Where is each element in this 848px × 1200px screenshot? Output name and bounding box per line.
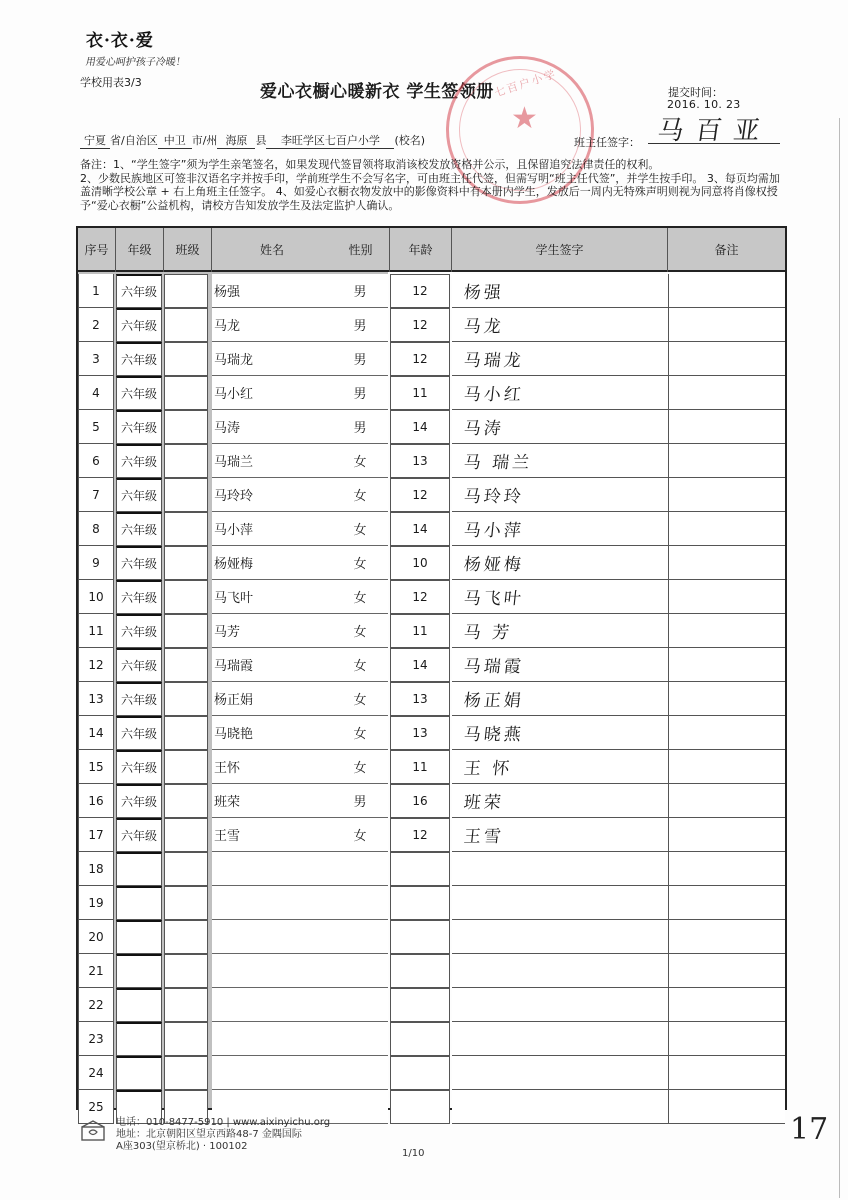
row-number: 1 xyxy=(78,274,114,308)
grade-cell xyxy=(116,852,162,886)
name-cell: 班荣 xyxy=(212,784,332,818)
remark-cell[interactable] xyxy=(668,274,785,308)
age-cell: 11 xyxy=(390,376,450,410)
sex-cell: 女 xyxy=(332,648,388,682)
table-row xyxy=(78,410,785,444)
signature-cell[interactable] xyxy=(452,1056,668,1090)
school-info-line xyxy=(80,132,425,149)
table-row xyxy=(78,716,785,750)
name-cell xyxy=(212,920,332,954)
name-cell: 马晓艳 xyxy=(212,716,332,750)
age-cell: 11 xyxy=(390,750,450,784)
signature-cell[interactable] xyxy=(452,614,668,648)
logo-text: 衣·衣·爱 xyxy=(86,31,154,51)
province-field: 宁夏 xyxy=(80,132,110,149)
age-cell xyxy=(390,1022,450,1056)
age-cell: 12 xyxy=(390,580,450,614)
row-number: 17 xyxy=(78,818,114,852)
teacher-signature-field[interactable] xyxy=(648,110,780,144)
name-cell xyxy=(212,988,332,1022)
signature-cell[interactable] xyxy=(452,410,668,444)
age-cell: 12 xyxy=(390,308,450,342)
signature-cell[interactable] xyxy=(452,444,668,478)
footer-address: 地址：北京朝阳区望京西路48-7 金隅国际 xyxy=(116,1129,302,1140)
student-signature: 王雪 xyxy=(462,827,505,847)
grade-cell: 六年级 xyxy=(116,784,162,818)
table-header xyxy=(78,228,785,272)
school-field: 李旺学区七百户小学 xyxy=(266,132,394,149)
note-line: 2、少数民族地区可签非汉语名字并按手印，学前班学生不会写名字，可由班主任代签，但需写明“班主任代签”，并学生按手印。 3、每页均需加盖清晰学校公章 + 右上角班主任签字。 4、如爱心衣橱衣物发放中的影像资料中有本册内学生，发放后一周内无特殊声明则视为同意将肖像权授予“爱心衣橱”公益机构，请校方告知发放学生及法定监护人确认。 xyxy=(80,171,780,212)
student-signature: 马瑞龙 xyxy=(462,351,525,371)
row-number: 5 xyxy=(78,410,114,444)
grade-cell: 六年级 xyxy=(116,648,162,682)
sex-cell: 女 xyxy=(332,614,388,648)
age-cell: 12 xyxy=(390,274,450,308)
table-row xyxy=(78,886,785,920)
grade-cell xyxy=(116,954,162,988)
row-number: 15 xyxy=(78,750,114,784)
header-sex: 性别 xyxy=(332,228,390,272)
remark-cell[interactable] xyxy=(668,512,785,546)
student-signature: 马 瑞兰 xyxy=(462,453,534,473)
row-number: 24 xyxy=(78,1056,114,1090)
class-cell xyxy=(164,614,208,648)
signature-cell[interactable] xyxy=(452,1090,668,1124)
header-class: 班级 xyxy=(164,228,212,272)
form-code: 学校用表3/3 xyxy=(80,76,142,89)
age-cell: 11 xyxy=(390,614,450,648)
row-number: 8 xyxy=(78,512,114,546)
sex-cell xyxy=(332,1022,388,1056)
gift-box-icon xyxy=(80,1119,106,1141)
sex-cell: 女 xyxy=(332,716,388,750)
row-number: 19 xyxy=(78,886,114,920)
name-cell xyxy=(212,954,332,988)
sex-cell xyxy=(332,1056,388,1090)
name-cell xyxy=(212,886,332,920)
grade-cell: 六年级 xyxy=(116,512,162,546)
remark-cell[interactable] xyxy=(668,410,785,444)
county-field: 海原 xyxy=(217,132,255,149)
class-cell xyxy=(164,444,208,478)
class-cell xyxy=(164,852,208,886)
class-cell xyxy=(164,954,208,988)
class-cell xyxy=(164,750,208,784)
grade-cell: 六年级 xyxy=(116,308,162,342)
class-cell xyxy=(164,546,208,580)
table-row xyxy=(78,818,785,852)
notes xyxy=(80,158,780,212)
age-cell xyxy=(390,954,450,988)
age-cell xyxy=(390,852,450,886)
signature-cell[interactable] xyxy=(452,342,668,376)
header-no: 序号 xyxy=(78,228,116,272)
row-number: 12 xyxy=(78,648,114,682)
seal-text: 七百户小学 xyxy=(492,67,559,100)
row-number: 2 xyxy=(78,308,114,342)
class-cell xyxy=(164,784,208,818)
class-cell xyxy=(164,376,208,410)
age-cell: 12 xyxy=(390,342,450,376)
table-row xyxy=(78,1056,785,1090)
row-number: 22 xyxy=(78,988,114,1022)
remark-cell[interactable] xyxy=(668,716,785,750)
age-cell: 13 xyxy=(390,444,450,478)
school-suffix: (校名) xyxy=(394,134,426,147)
table-row xyxy=(78,614,785,648)
remark-cell[interactable] xyxy=(668,546,785,580)
signature-cell[interactable] xyxy=(452,274,668,308)
grade-cell xyxy=(116,988,162,1022)
city-field: 中卫 xyxy=(158,132,192,149)
seal-star-icon: ★ xyxy=(511,101,538,136)
grade-cell: 六年级 xyxy=(116,410,162,444)
table-row xyxy=(78,954,785,988)
table-row xyxy=(78,648,785,682)
signature-cell[interactable] xyxy=(452,750,668,784)
grade-cell: 六年级 xyxy=(116,716,162,750)
grade-cell: 六年级 xyxy=(116,274,162,308)
signature-cell[interactable] xyxy=(452,1022,668,1056)
row-number: 20 xyxy=(78,920,114,954)
student-signature: 马涛 xyxy=(462,419,505,439)
signature-cell[interactable] xyxy=(452,512,668,546)
sex-cell: 男 xyxy=(332,410,388,444)
remark-cell[interactable] xyxy=(668,818,785,852)
signature-cell[interactable] xyxy=(452,716,668,750)
signature-cell[interactable] xyxy=(452,546,668,580)
grade-cell: 六年级 xyxy=(116,376,162,410)
age-cell xyxy=(390,920,450,954)
header-name: 姓名 xyxy=(259,243,284,257)
age-cell: 13 xyxy=(390,682,450,716)
signature-cell[interactable] xyxy=(452,682,668,716)
logo-slogan: 用爱心呵护孩子冷暖！ xyxy=(84,57,187,68)
signature-cell[interactable] xyxy=(452,886,668,920)
remark-cell[interactable] xyxy=(668,1090,785,1124)
name-cell: 马芳 xyxy=(212,614,332,648)
name-cell xyxy=(212,1056,332,1090)
sex-cell: 男 xyxy=(332,308,388,342)
teacher-signature: 马百亚 xyxy=(655,116,774,146)
age-cell: 14 xyxy=(390,648,450,682)
table-row xyxy=(78,512,785,546)
age-cell: 10 xyxy=(390,546,450,580)
teacher-signature-label: 班主任签字： xyxy=(574,136,640,149)
class-cell xyxy=(164,308,208,342)
table-row xyxy=(78,444,785,478)
row-number: 25 xyxy=(78,1090,114,1124)
sex-cell xyxy=(332,852,388,886)
age-cell xyxy=(390,988,450,1022)
page-edge xyxy=(839,118,840,1198)
class-cell xyxy=(164,478,208,512)
class-cell xyxy=(164,580,208,614)
student-signature: 杨娅梅 xyxy=(462,555,525,575)
sex-cell xyxy=(332,988,388,1022)
remark-cell[interactable] xyxy=(668,1022,785,1056)
age-cell: 16 xyxy=(390,784,450,818)
row-number: 16 xyxy=(78,784,114,818)
grade-cell: 六年级 xyxy=(116,818,162,852)
class-cell xyxy=(164,886,208,920)
header-remark: 备注 xyxy=(714,243,739,257)
student-signature: 马玲玲 xyxy=(462,487,525,507)
student-signature: 马龙 xyxy=(462,317,505,337)
row-number: 21 xyxy=(78,954,114,988)
class-cell xyxy=(164,818,208,852)
footer xyxy=(80,1117,330,1153)
row-number: 14 xyxy=(78,716,114,750)
sex-cell xyxy=(332,886,388,920)
student-signature: 杨强 xyxy=(462,283,505,303)
grade-cell xyxy=(116,1056,162,1090)
sex-cell xyxy=(332,1090,388,1124)
table-row xyxy=(78,920,785,954)
table-row xyxy=(78,376,785,410)
signature-cell[interactable] xyxy=(452,580,668,614)
class-cell xyxy=(164,988,208,1022)
name-cell: 马小红 xyxy=(212,376,332,410)
age-cell xyxy=(390,886,450,920)
age-cell: 12 xyxy=(390,818,450,852)
footer-phone: 电话：010-8477-5910 | www.aixinyichu.org xyxy=(116,1117,331,1128)
page-number: 1/10 xyxy=(402,1148,425,1159)
sex-cell: 女 xyxy=(332,580,388,614)
age-cell: 14 xyxy=(390,512,450,546)
student-signature: 班荣 xyxy=(462,793,505,813)
sex-cell: 女 xyxy=(332,478,388,512)
student-signature: 马小红 xyxy=(462,385,525,405)
table-row xyxy=(78,342,785,376)
student-signature: 马晓燕 xyxy=(462,725,525,745)
sex-cell xyxy=(332,954,388,988)
remark-cell[interactable] xyxy=(668,342,785,376)
remark-cell[interactable] xyxy=(668,920,785,954)
sex-cell: 男 xyxy=(332,274,388,308)
sex-cell: 女 xyxy=(332,444,388,478)
grade-cell: 六年级 xyxy=(116,478,162,512)
class-cell xyxy=(164,682,208,716)
grade-cell: 六年级 xyxy=(116,750,162,784)
student-signature: 马飞叶 xyxy=(462,589,525,609)
remark-cell[interactable] xyxy=(668,614,785,648)
name-cell: 马瑞龙 xyxy=(212,342,332,376)
row-number: 11 xyxy=(78,614,114,648)
city-suffix: 市/州 xyxy=(191,134,218,147)
row-number: 4 xyxy=(78,376,114,410)
name-cell: 马小萍 xyxy=(212,512,332,546)
row-number: 13 xyxy=(78,682,114,716)
remark-cell[interactable] xyxy=(668,1056,785,1090)
sex-cell: 女 xyxy=(332,682,388,716)
signature-cell[interactable] xyxy=(452,920,668,954)
signature-cell[interactable] xyxy=(452,954,668,988)
remark-cell[interactable] xyxy=(668,444,785,478)
student-signature: 马小萍 xyxy=(462,521,525,541)
class-cell xyxy=(164,648,208,682)
name-cell: 马瑞霞 xyxy=(212,648,332,682)
class-cell xyxy=(164,920,208,954)
student-signature: 马瑞霞 xyxy=(462,657,525,677)
sex-cell: 男 xyxy=(332,784,388,818)
student-signature: 王 怀 xyxy=(462,759,514,779)
table-row xyxy=(78,750,785,784)
class-cell xyxy=(164,512,208,546)
table-row xyxy=(78,682,785,716)
class-cell xyxy=(164,410,208,444)
signature-cell[interactable] xyxy=(452,308,668,342)
name-cell: 杨强 xyxy=(212,274,332,308)
sex-cell: 男 xyxy=(332,376,388,410)
name-cell: 马玲玲 xyxy=(212,478,332,512)
remark-cell[interactable] xyxy=(668,376,785,410)
remark-cell[interactable] xyxy=(668,308,785,342)
name-cell xyxy=(212,1022,332,1056)
name-cell: 王雪 xyxy=(212,818,332,852)
logo xyxy=(86,26,186,68)
remark-cell[interactable] xyxy=(668,648,785,682)
student-signature: 杨正娟 xyxy=(462,691,525,711)
age-cell xyxy=(390,1056,450,1090)
note-line: 备注：1、“学生签字”须为学生亲笔签名，如果发现代签冒领将取消该校发放资格并公示，且保留追究法律责任的权利。 xyxy=(80,158,660,171)
remark-cell[interactable] xyxy=(668,750,785,784)
header-sign: 学生签字 xyxy=(452,228,668,272)
header-grade: 年级 xyxy=(116,228,164,272)
name-cell: 杨娅梅 xyxy=(212,546,332,580)
student-signature: 马 芳 xyxy=(462,623,514,643)
table-row xyxy=(78,546,785,580)
name-cell: 马龙 xyxy=(212,308,332,342)
sex-cell: 女 xyxy=(332,546,388,580)
row-number: 9 xyxy=(78,546,114,580)
grade-cell xyxy=(116,1022,162,1056)
footer-address-2: A座303(望京桥北) · 100102 xyxy=(116,1141,248,1152)
table-row xyxy=(78,1022,785,1056)
signature-cell[interactable] xyxy=(452,648,668,682)
row-number: 3 xyxy=(78,342,114,376)
row-number: 7 xyxy=(78,478,114,512)
table-row xyxy=(78,784,785,818)
grade-cell xyxy=(116,920,162,954)
name-cell: 杨正娟 xyxy=(212,682,332,716)
submit-date: 2016. 10. 23 xyxy=(667,98,741,111)
remark-cell[interactable] xyxy=(668,886,785,920)
county-suffix: 县 xyxy=(255,134,267,147)
province-suffix: 省/自治区 xyxy=(110,134,158,147)
sex-cell: 女 xyxy=(332,818,388,852)
name-cell: 马瑞兰 xyxy=(212,444,332,478)
sex-cell: 女 xyxy=(332,750,388,784)
grade-cell: 六年级 xyxy=(116,614,162,648)
page-title: 爱心衣橱心暖新衣 学生签领册 xyxy=(260,82,494,102)
signature-table xyxy=(76,226,787,1114)
grade-cell xyxy=(116,886,162,920)
table-row xyxy=(78,852,785,886)
class-cell xyxy=(164,716,208,750)
grade-cell: 六年级 xyxy=(116,444,162,478)
signature-cell[interactable] xyxy=(452,784,668,818)
name-cell xyxy=(212,852,332,886)
grade-cell: 六年级 xyxy=(116,682,162,716)
sex-cell xyxy=(332,920,388,954)
header-age: 年龄 xyxy=(390,228,452,272)
signature-cell[interactable] xyxy=(452,376,668,410)
age-cell: 12 xyxy=(390,478,450,512)
class-cell xyxy=(164,1022,208,1056)
remark-cell[interactable] xyxy=(668,478,785,512)
class-cell xyxy=(164,1056,208,1090)
handwritten-page-number: 17 xyxy=(790,1112,829,1147)
age-cell xyxy=(390,1090,450,1124)
signature-cell[interactable] xyxy=(452,988,668,1022)
submit-time-label: 提交时间： xyxy=(668,86,723,99)
row-number: 10 xyxy=(78,580,114,614)
table-row xyxy=(78,308,785,342)
remark-cell[interactable] xyxy=(668,954,785,988)
row-number: 6 xyxy=(78,444,114,478)
remark-cell[interactable] xyxy=(668,682,785,716)
name-cell: 王怀 xyxy=(212,750,332,784)
name-cell: 马飞叶 xyxy=(212,580,332,614)
class-cell xyxy=(164,274,208,308)
row-number: 18 xyxy=(78,852,114,886)
table-row xyxy=(78,478,785,512)
signature-cell[interactable] xyxy=(452,852,668,886)
remark-cell[interactable] xyxy=(668,784,785,818)
table-row xyxy=(78,988,785,1022)
row-number: 23 xyxy=(78,1022,114,1056)
age-cell: 14 xyxy=(390,410,450,444)
remark-cell[interactable] xyxy=(668,852,785,886)
remark-cell[interactable] xyxy=(668,580,785,614)
signature-cell[interactable] xyxy=(452,818,668,852)
signature-cell[interactable] xyxy=(452,478,668,512)
age-cell: 13 xyxy=(390,716,450,750)
sex-cell: 男 xyxy=(332,342,388,376)
remark-cell[interactable] xyxy=(668,988,785,1022)
table-row xyxy=(78,274,785,308)
grade-cell: 六年级 xyxy=(116,546,162,580)
class-cell xyxy=(164,342,208,376)
table-row xyxy=(78,580,785,614)
sex-cell: 女 xyxy=(332,512,388,546)
grade-cell: 六年级 xyxy=(116,342,162,376)
name-cell: 马涛 xyxy=(212,410,332,444)
grade-cell: 六年级 xyxy=(116,580,162,614)
